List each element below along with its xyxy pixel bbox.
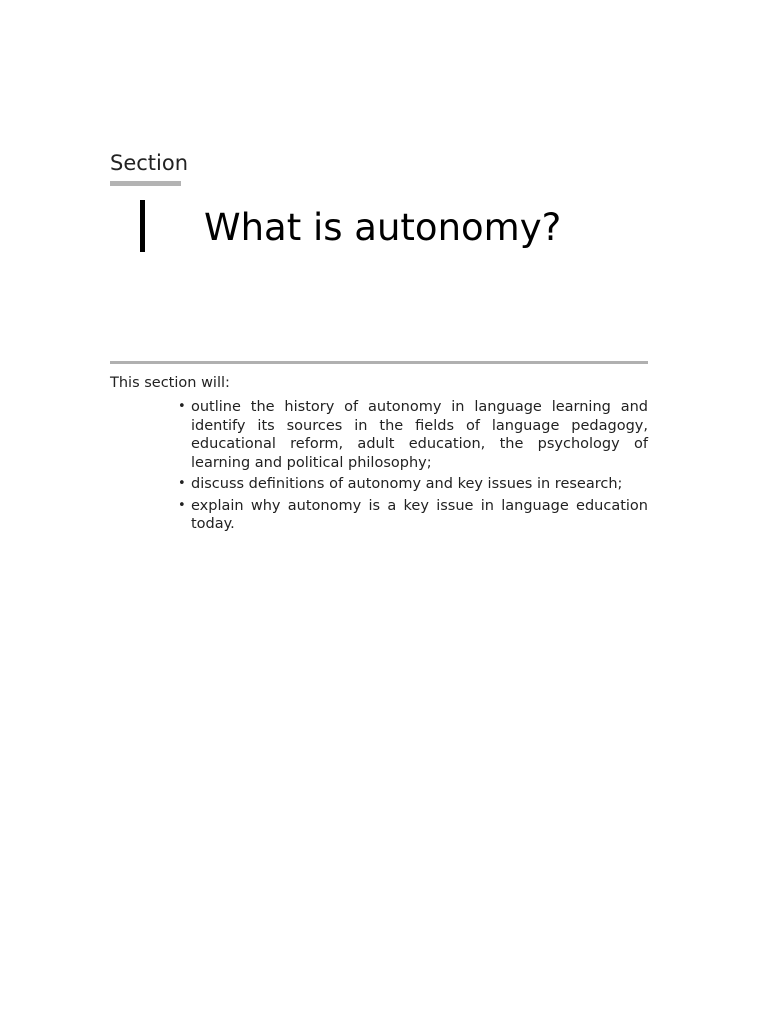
- intro-text: This section will:: [110, 375, 230, 391]
- section-underline: [110, 181, 181, 186]
- objectives-list: [176, 398, 648, 537]
- list-item: [176, 497, 648, 534]
- section-number: [136, 196, 156, 258]
- bullet-icon: •: [178, 399, 186, 414]
- list-item-text: outline the history of autonomy in language learning and identify its sources in the fields of language pedagogy, educational reform, adult education, the psychology of learning and political philosophy;: [191, 399, 648, 471]
- page-title: What is autonomy?: [204, 206, 562, 249]
- section-number-glyph: [136, 196, 156, 258]
- divider-rule: [110, 361, 648, 364]
- list-item: [176, 398, 648, 472]
- list-item: [176, 475, 648, 494]
- list-item-text: discuss definitions of autonomy and key issues in research;: [191, 476, 623, 492]
- list-item-text: explain why autonomy is a key issue in language education today.: [191, 497, 648, 532]
- section-label: Section: [110, 151, 189, 175]
- bullet-icon: •: [178, 476, 186, 491]
- bullet-icon: •: [178, 497, 186, 513]
